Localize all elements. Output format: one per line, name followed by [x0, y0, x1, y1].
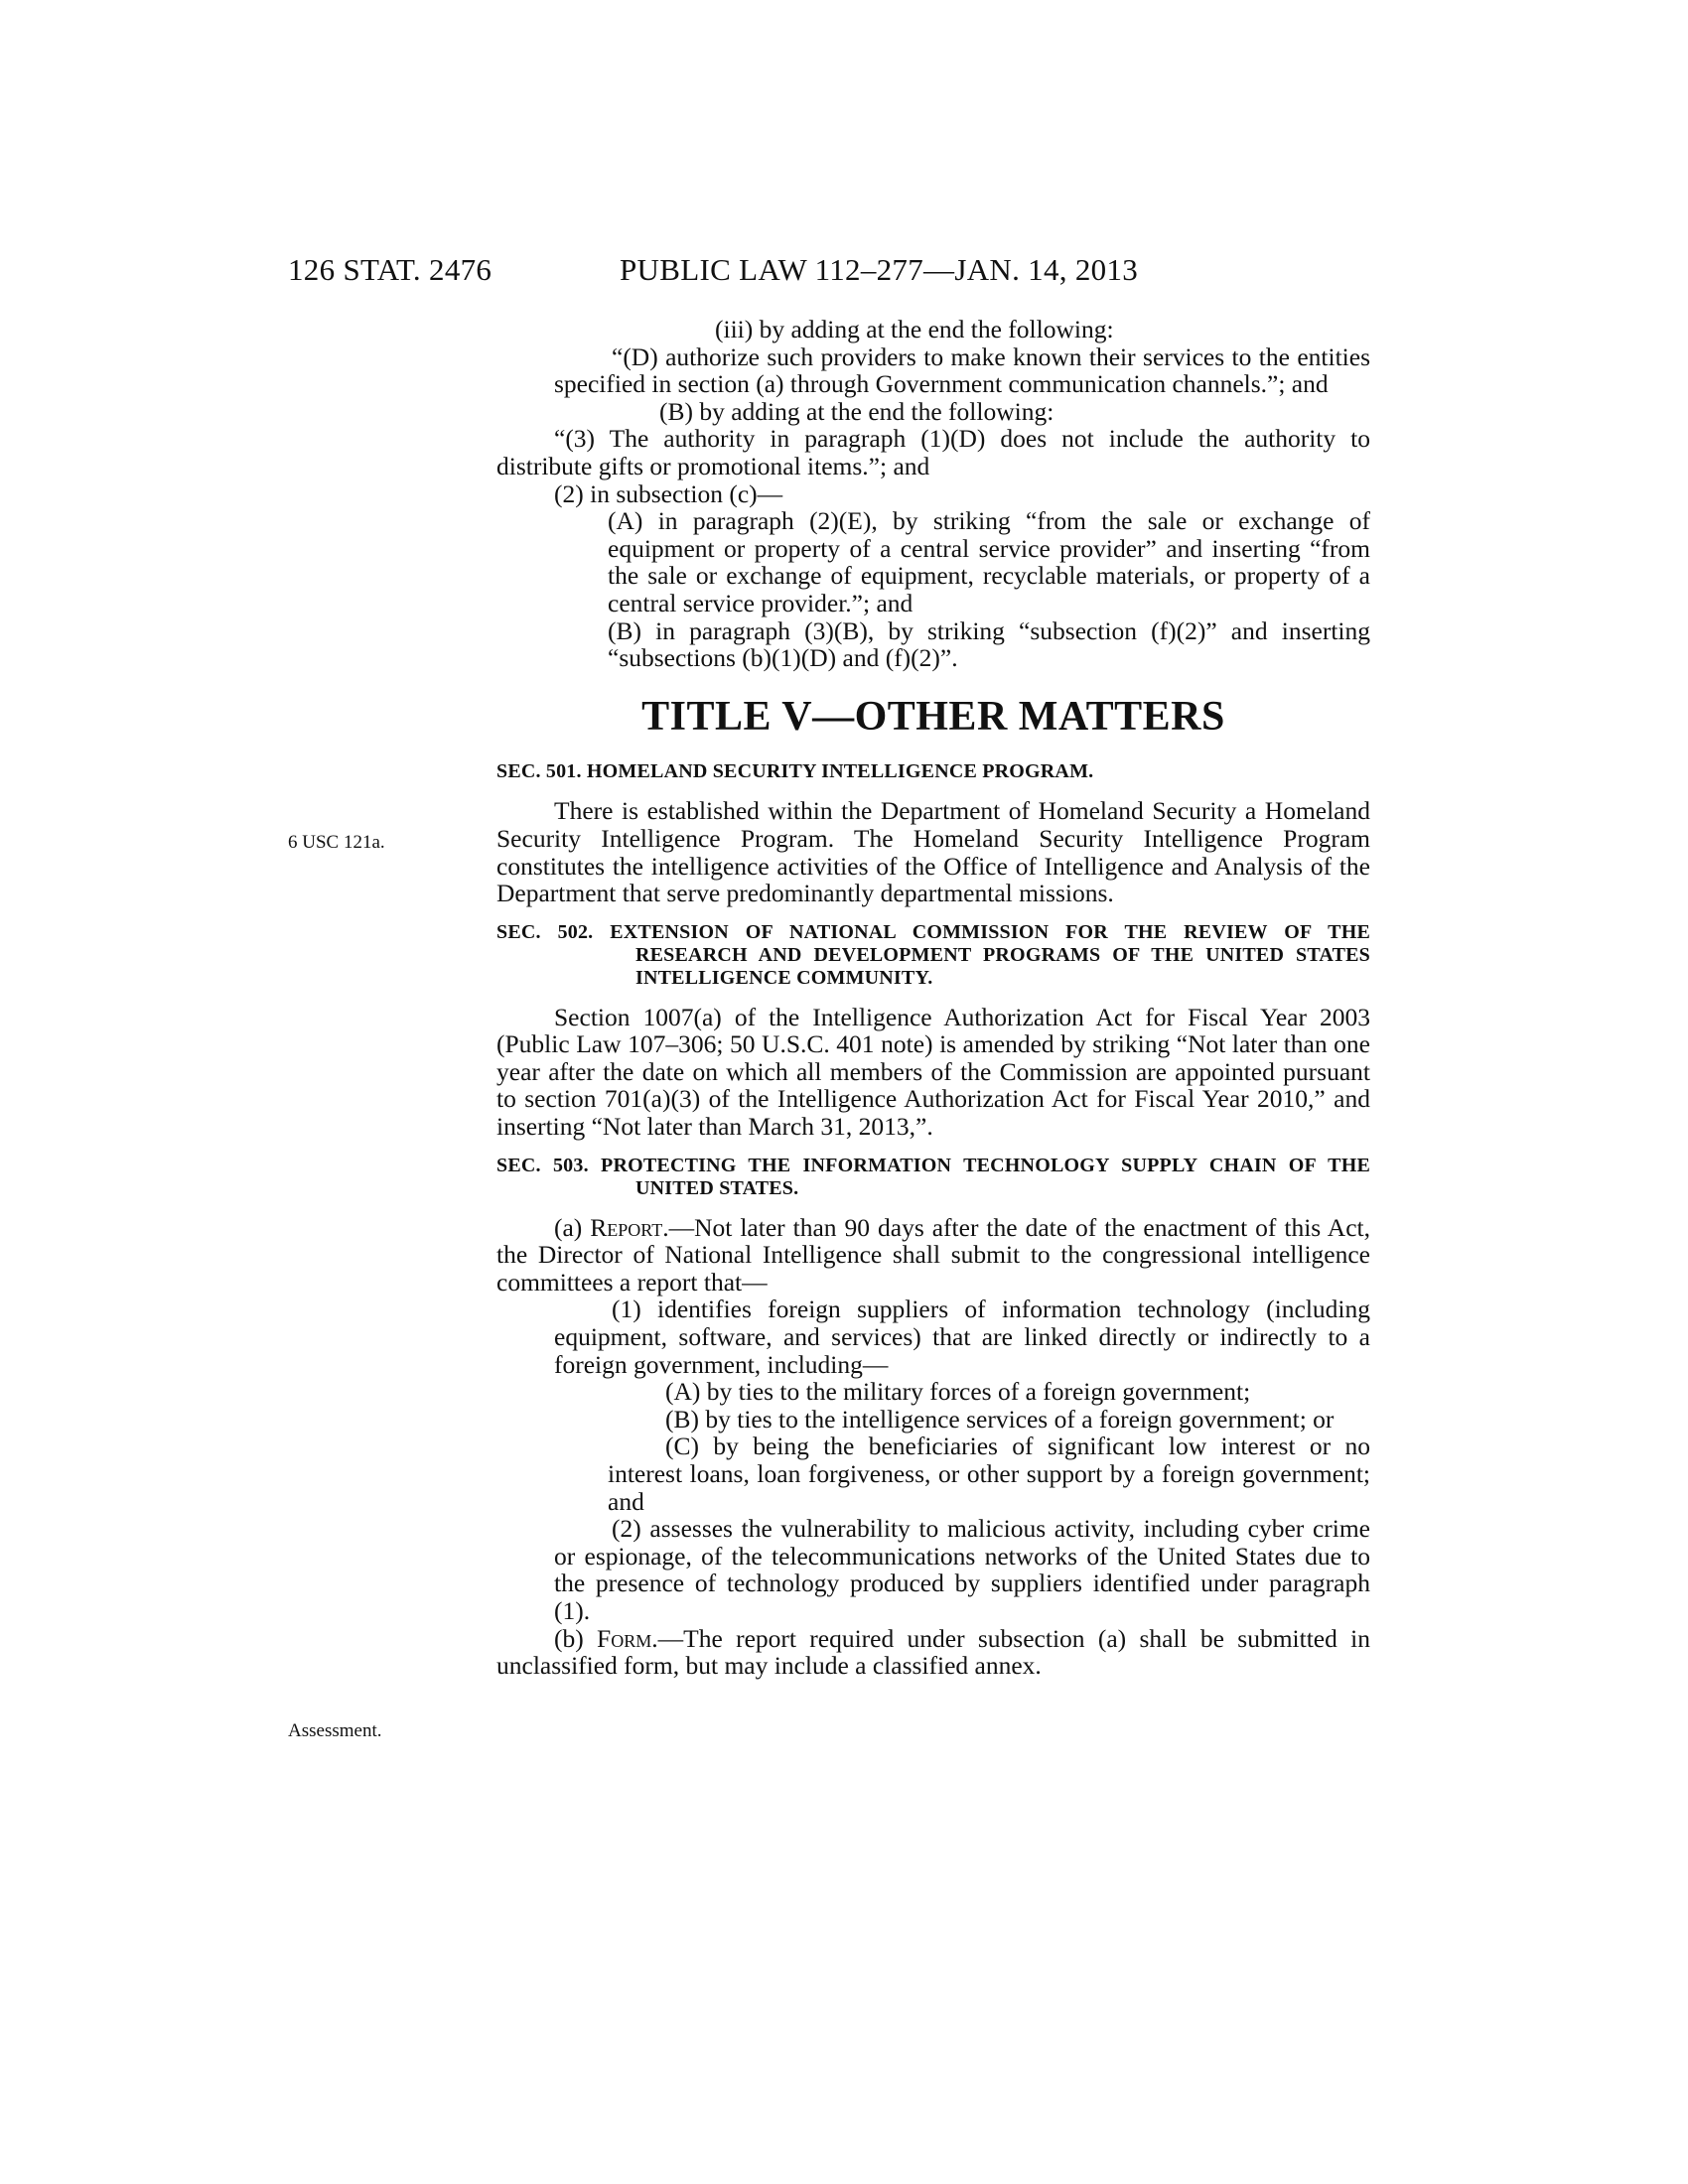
subsection-caption: Report — [590, 1212, 663, 1242]
list-item: (2) assesses the vulnerability to malicious activity, including cyber crime or espionage, of the telecommunications networks of the United States due to the presence of technology produced by suppliers identified under paragraph (1). — [554, 1514, 1370, 1625]
subsection-caption: Form — [597, 1623, 652, 1653]
subsection-b: (b) Form.—The report required under subsection (a) shall be submitted in unclassified form, but may include a classified annex. — [496, 1623, 1370, 1681]
margin-note-usc: 6 USC 121a. — [288, 832, 385, 853]
public-law-header: PUBLIC LAW 112–277—JAN. 14, 2013 — [620, 252, 1139, 287]
paragraph: (iii) by adding at the end the following: — [715, 315, 1114, 343]
list-item: (1) identifies foreign suppliers of information technology (including equipment, software, and services) that are linked directly or indirectly to a foreign government, including— — [554, 1295, 1370, 1379]
section-heading-501: SEC. 501. HOMELAND SECURITY INTELLIGENCE PROGRAM. — [496, 760, 1094, 783]
list-item: (C) by being the beneficiaries of significant low interest or no interest loans, loan forgiveness, or other support by a foreign government; and — [608, 1432, 1370, 1516]
margin-note-assessment: Assessment. — [288, 1720, 382, 1741]
document-body — [496, 316, 1370, 1680]
section-heading-502: SEC. 502. EXTENSION OF NATIONAL COMMISSION FOR THE REVIEW OF THE RESEARCH AND DEVELOPMENT PROGRAMS OF THE UNITED STATES INTELLIGENCE COMMUNITY. — [496, 920, 1370, 989]
paragraph: (2) in subsection (c)— — [554, 478, 783, 508]
paragraph: (B) by adding at the end the following: — [659, 396, 1055, 426]
section-text-501: There is established within the Department of Homeland Security a Homeland Security Intelligence Program. The Homeland Security Intelligence Program constitutes the intelligence activities of the Office of Intelligence and Analysis of the Department that serve predominantly departmental missions. — [496, 796, 1370, 908]
section-heading-503: SEC. 503. PROTECTING THE INFORMATION TECHNOLOGY SUPPLY CHAIN OF THE UNITED STATES. — [496, 1154, 1370, 1199]
paragraph: (A) in paragraph (2)(E), by striking “from the sale or exchange of equipment or property of a central service provider” and inserting “from the sale or exchange of equipment, recyclable materials, or property of a central service provider.”; and — [608, 506, 1370, 617]
subsection-a: (a) Report.—Not later than 90 days after the date of the enactment of this Act, the Director of National Intelligence shall submit to the congressional intelligence committees a report that— — [496, 1212, 1370, 1297]
title-heading: TITLE V—OTHER MATTERS — [641, 693, 1225, 740]
section-text-502: Section 1007(a) of the Intelligence Authorization Act for Fiscal Year 2003 (Public Law 107–306; 50 U.S.C. 401 note) is amended by striking “Not later than one year after the date on which all members of the Commission are appointed pursuant to section 701(a)(3) of the Intelligence Authorization Act for Fiscal Year 2010,” and inserting “Not later than March 31, 2013,”. — [496, 1002, 1370, 1142]
paragraph: (B) in paragraph (3)(B), by striking “subsection (f)(2)” and inserting “subsections (b)(1)(D) and (f)(2)”. — [608, 615, 1370, 673]
paragraph: “(D) authorize such providers to make known their services to the entities specified in section (a) through Government communication channels.”; and — [554, 341, 1370, 399]
stat-page-number: 126 STAT. 2476 — [288, 252, 492, 287]
paragraph: “(3) The authority in paragraph (1)(D) does not include the authority to distribute gifts or promotional items.”; and — [496, 424, 1370, 480]
list-item: (B) by ties to the intelligence services of a foreign government; or — [665, 1404, 1335, 1433]
list-item: (A) by ties to the military forces of a foreign government; — [665, 1377, 1251, 1407]
